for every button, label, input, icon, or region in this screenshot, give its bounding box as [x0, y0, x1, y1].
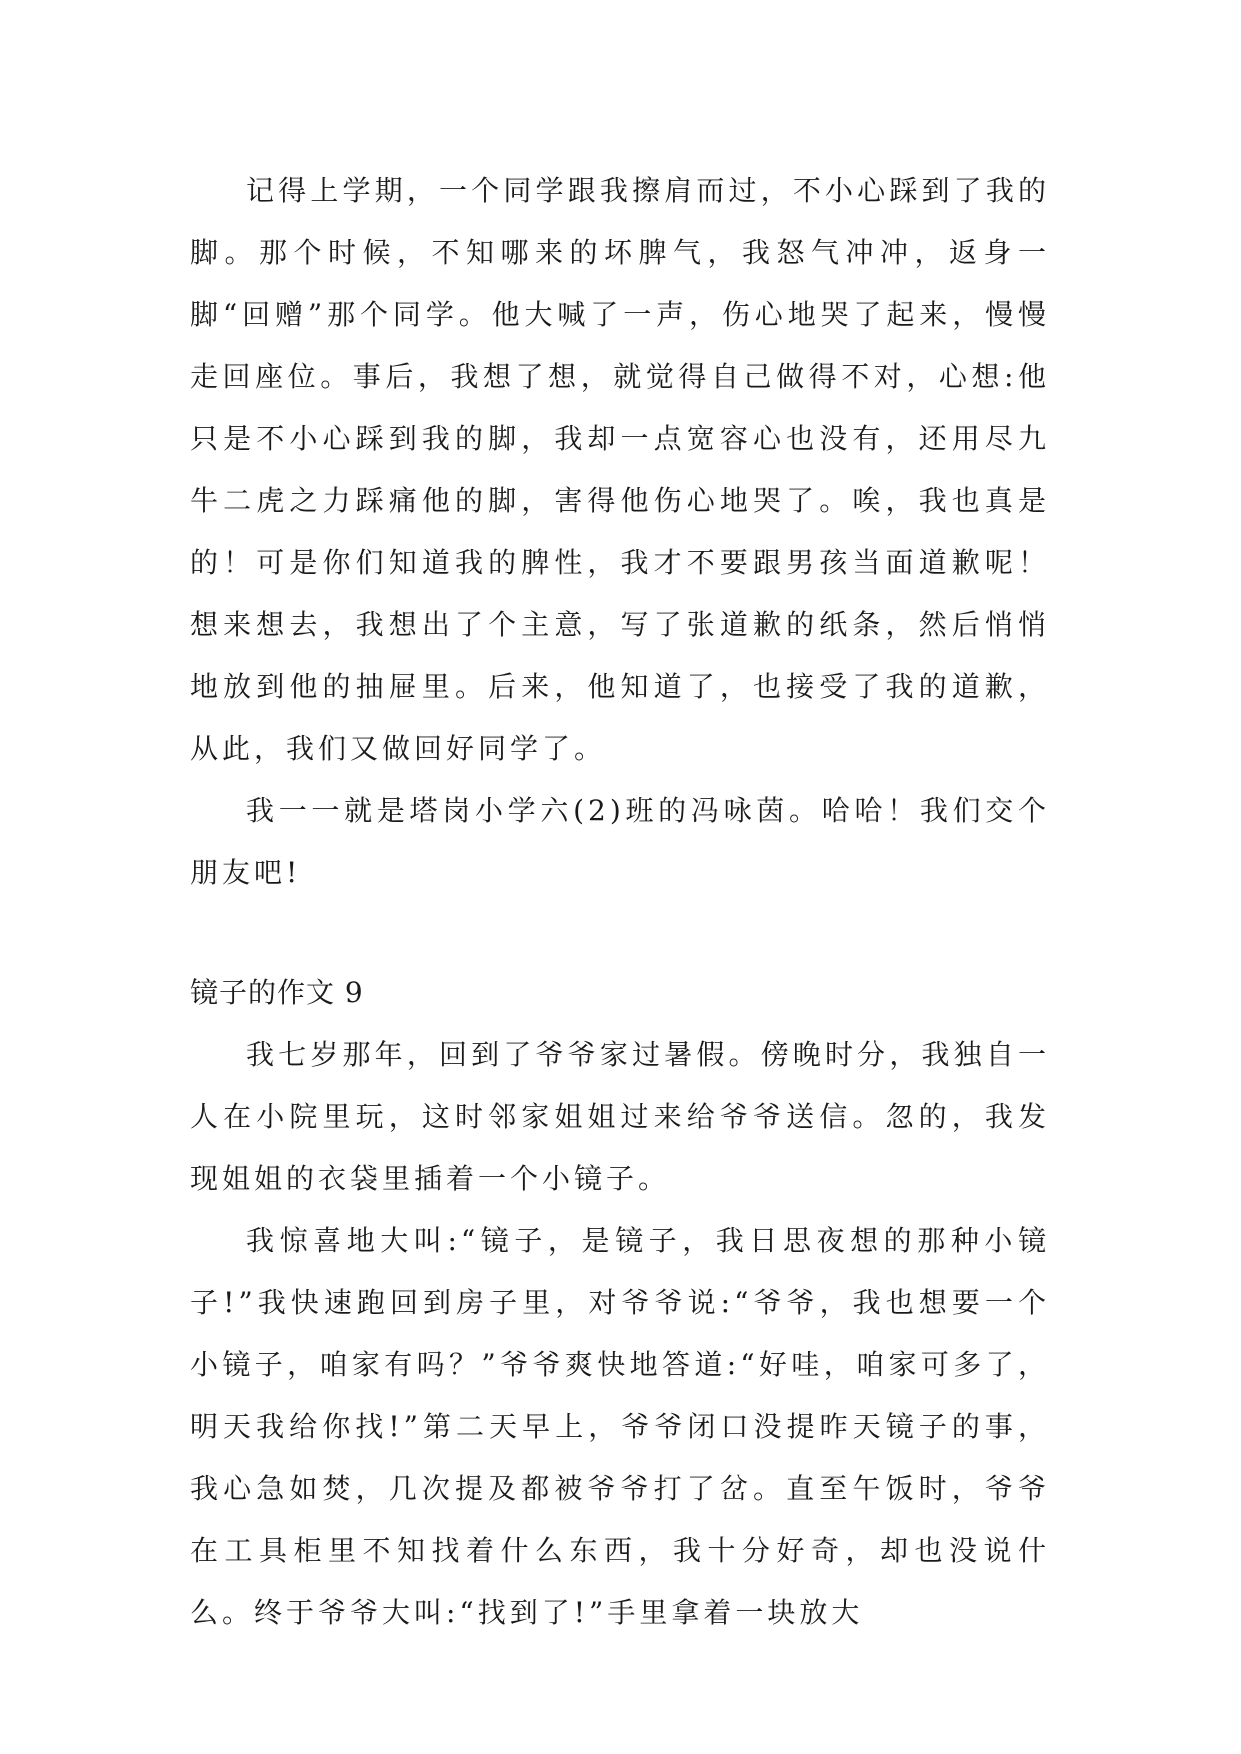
paragraph-self-introduction: 我一一就是塔岗小学六(2)班的冯咏茵。哈哈！我们交个朋友吧!	[190, 794, 1050, 889]
section-title: 镜子的作文 9	[190, 976, 364, 1009]
document-body	[190, 160, 1050, 1644]
paragraph-apology-story: 记得上学期，一个同学跟我擦肩而过，不小心踩到了我的脚。那个时候，不知哪来的坏脾气，我怒气冲冲，返身一脚“回赠”那个同学。他大喊了一声，伤心地哭了起来，慢慢走回座位。事后，我想了想，就觉得自己做得不对，心想:他只是不小心踩到我的脚，我却一点宽容心也没有，还用尽九牛二虎之力踩痛他的脚，害得他伤心地哭了。唉，我也真是的！可是你们知道我的脾性，我才不要跟男孩当面道歉呢！想来想去，我想出了个主意，写了张道歉的纸条，然后悄悄地放到他的抽屉里。后来，他知道了，也接受了我的道歉，从此，我们又做回好同学了。	[190, 174, 1050, 765]
paragraph-summer-vacation: 我七岁那年，回到了爷爷家过暑假。傍晚时分，我独自一人在小院里玩，这时邻家姐姐过来给爷爷送信。忽的，我发现姐姐的衣袋里插着一个小镜子。	[190, 1038, 1050, 1195]
paragraph-mirror-request: 我惊喜地大叫:“镜子，是镜子，我日思夜想的那种小镜子!”我快速跑回到房子里，对爷爷说:“爷爷，我也想要一个小镜子，咱家有吗？”爷爷爽快地答道:“好哇，咱家可多了，明天我给你找!”第二天早上，爷爷闭口没提昨天镜子的事，我心急如焚，几次提及都被爷爷打了岔。直至午饭时，爷爷在工具柜里不知找着什么东西，我十分好奇，却也没说什么。终于爷爷大叫:“找到了!”手里拿着一块放大	[190, 1224, 1050, 1629]
